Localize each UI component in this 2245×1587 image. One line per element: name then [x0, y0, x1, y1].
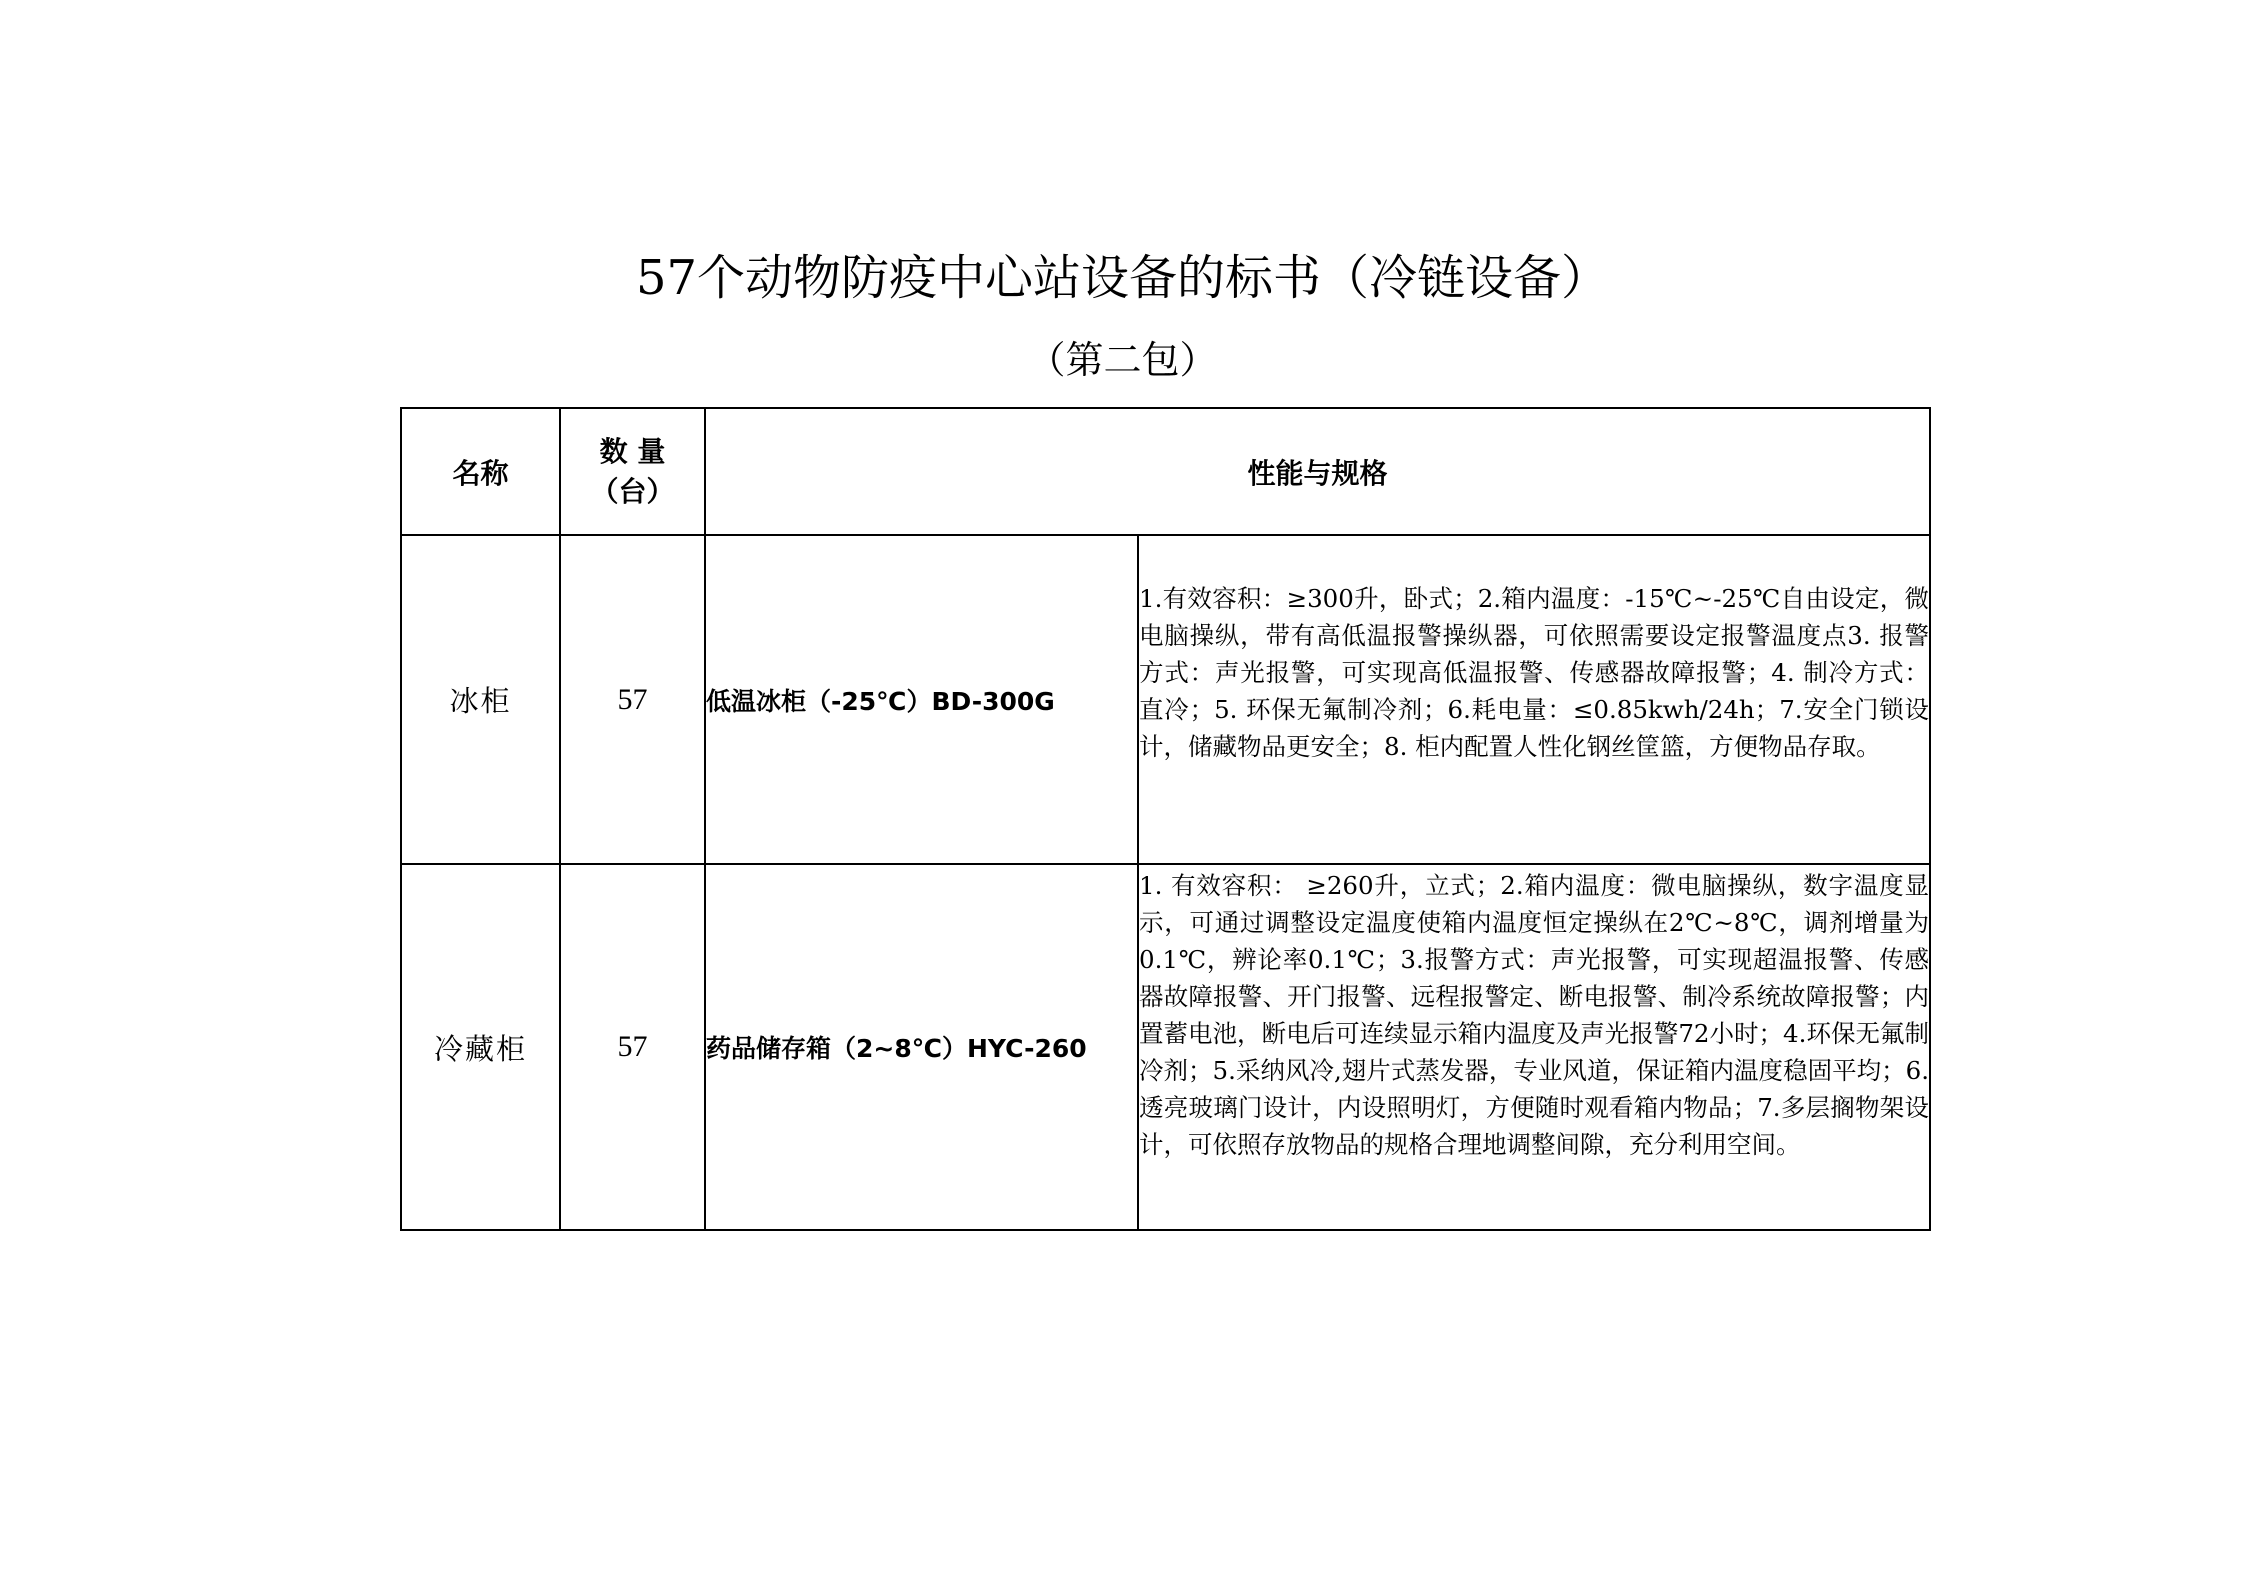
page-subtitle: （第二包）: [1027, 338, 1218, 382]
table-row: [401, 535, 1930, 864]
header-name: 名称: [401, 408, 560, 535]
row-quantity-cell: 57: [560, 864, 705, 1230]
table-header-row: [401, 408, 1930, 535]
row-description-cell: 1. 有效容积： ≥260升，立式；2.箱内温度：微电脑操纵，数字温度显示，可通过调整设定温度使箱内温度恒定操纵在2℃~8℃，调剂增量为0.1℃，辨论率0.1℃；3.报警方式：声光报警，可实现超温报警、传感器故障报警、开门报警、远程报警定、断电报警、制冷系统故障报警；内置蓄电池，断电后可连续显示箱内温度及声光报警72小时；4.环保无氟制冷剂；5.采纳风冷,翅片式蒸发器，专业风道，保证箱内温度稳固平均；6.透亮玻璃门设计，内设照明灯，方便随时观看箱内物品；7.多层搁物架设计，可依照存放物品的规格合理地调整间隙，充分利用空间。: [1138, 864, 1930, 1230]
header-spec: 性能与规格: [705, 408, 1930, 535]
row-description-cell: 1.有效容积：≥300升，卧式；2.箱内温度：-15℃~-25℃自由设定，微电脑操纵，带有高低温报警操纵器，可依照需要设定报警温度点3. 报警方式：声光报警，可实现高低温报警、传感器故障报警；4. 制冷方式：直冷；5. 环保无氟制冷剂；6.耗电量：≤0.85kwh/24h；7.安全门锁设计，储藏物品更安全；8. 柜内配置人性化钢丝筐篮，方便物品存取。: [1138, 535, 1930, 864]
header-quantity: [560, 408, 705, 535]
table-row: [401, 864, 1930, 1230]
row-name-cell: 冷藏柜: [401, 864, 560, 1230]
page-title: 57个动物防疫中心站设备的标书（冷链设备）: [635, 250, 1610, 306]
header-quantity-label: 数 量: [599, 434, 666, 468]
row-model-cell: 药品储存箱（2~8℃）HYC-260: [705, 864, 1138, 1230]
equipment-spec-table: [400, 407, 1931, 1231]
header-quantity-unit: （台）: [590, 474, 675, 508]
row-name-cell: 冰柜: [401, 535, 560, 864]
row-quantity-cell: 57: [560, 535, 705, 864]
row-model-cell: 低温冰柜（-25℃）BD-300G: [705, 535, 1138, 864]
